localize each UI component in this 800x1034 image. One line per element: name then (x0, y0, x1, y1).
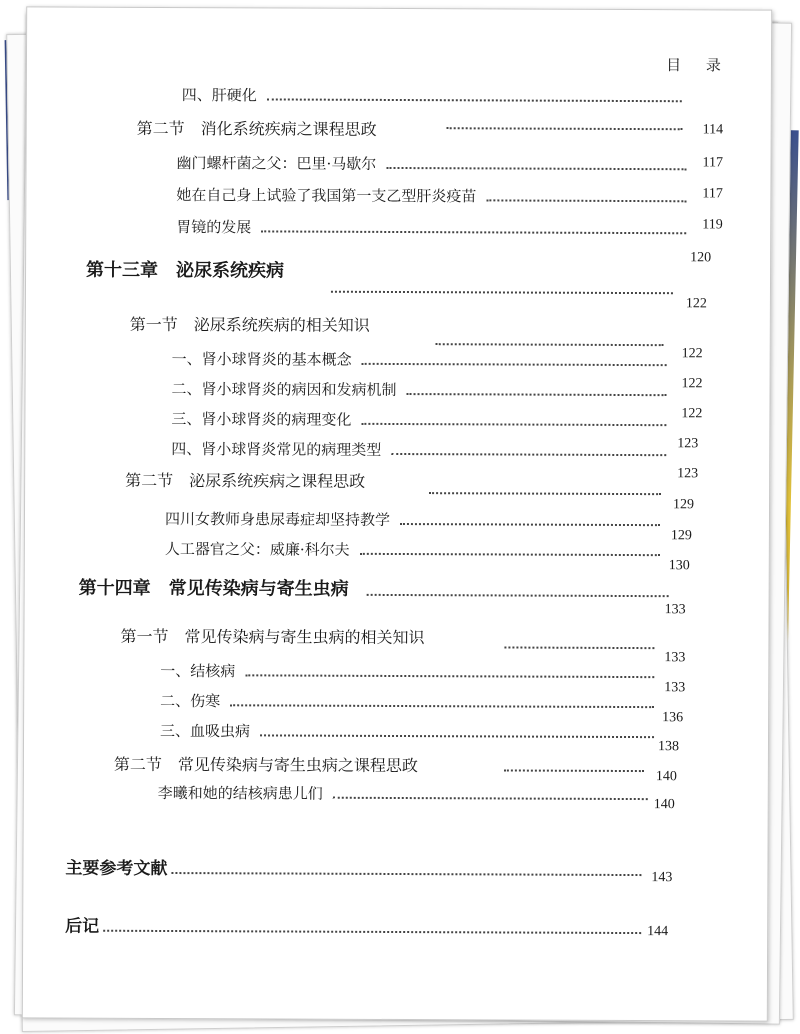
toc-entry-title: 第二节 泌尿系统疾病之课程思政 (125, 470, 366, 491)
toc-entry-title: 一、结核病 (160, 661, 236, 681)
toc-entry[interactable] (165, 508, 660, 531)
toc-entry-page: 140 (653, 797, 675, 813)
toc-entry-back-matter[interactable] (65, 912, 641, 940)
toc-entry-chapter[interactable] (86, 256, 676, 285)
leader-dots (267, 98, 682, 102)
toc-entry[interactable] (176, 152, 686, 175)
toc-entry[interactable] (171, 408, 666, 431)
toc-entry-page: 122 (681, 406, 703, 422)
running-header: 目 录 (666, 56, 731, 75)
toc-entry-page: 140 (655, 769, 677, 785)
toc-entry-title: 第一节 常见传染病与寄生虫病的相关知识 (120, 626, 425, 648)
toc-entry[interactable] (165, 538, 660, 561)
leader-dots (436, 343, 664, 346)
toc-entry[interactable] (172, 348, 667, 371)
toc-entry-title: 四川女教师身患尿毒症却坚持教学 (164, 509, 391, 529)
toc-entry-page: 119 (702, 217, 723, 233)
toc-entry-title: 胃镜的发展 (176, 218, 252, 237)
toc-entry-title: 二、伤寒 (160, 691, 221, 711)
toc-entry-title: 四、肝硬化 (181, 86, 257, 105)
leader-dots (261, 230, 686, 234)
toc-entry-title: 第十三章 泌尿系统疾病 (86, 259, 285, 282)
toc-entry-title: 二、肾小球肾炎的病因和发病机制 (171, 380, 397, 399)
toc-entry-page: 143 (651, 870, 673, 886)
toc-entry[interactable] (160, 660, 654, 683)
toc-entry-page: 133 (664, 602, 686, 618)
leader-dots (171, 872, 641, 876)
toc-entry-page: 123 (677, 436, 699, 452)
toc-entry-page: 114 (702, 122, 724, 138)
toc-entry-title: 第十四章 常见传染病与寄生虫病 (78, 577, 349, 600)
toc-entry-page: 138 (657, 739, 680, 755)
toc-entry-title: 后记 (65, 916, 100, 937)
toc-entry-back-matter[interactable] (65, 854, 641, 882)
toc-entry-title: 人工器官之父：威廉·科尔夫 (164, 539, 350, 559)
toc-entry-title: 三、血吸虫病 (160, 721, 251, 741)
toc-entry-title: 李曦和她的结核病患儿们 (157, 783, 323, 803)
toc-entry-page: 133 (664, 650, 686, 666)
leader-dots (367, 594, 669, 597)
toc-entry-title: 主要参考文献 (65, 858, 168, 880)
toc-entry-page: 122 (681, 376, 703, 392)
leader-dots (333, 797, 648, 800)
leader-dots (103, 930, 641, 934)
toc-entry[interactable] (176, 184, 686, 207)
leader-dots (407, 393, 667, 396)
leader-dots (400, 523, 660, 526)
toc-entry-section[interactable] (120, 624, 658, 649)
toc-entry-title: 幽门螺杆菌之父：巴里·马歇尔 (176, 154, 377, 173)
leader-dots (504, 646, 654, 649)
toc-entry[interactable] (158, 782, 648, 805)
toc-entry-page: 130 (668, 558, 690, 574)
toc-entry-page: 129 (673, 497, 695, 513)
toc-entry-page: 122 (685, 296, 707, 312)
toc-entry-page: 129 (670, 528, 692, 544)
toc-entry-title: 四、肾小球肾炎常见的病理类型 (171, 440, 382, 459)
toc-entry-section[interactable] (114, 752, 654, 777)
toc-entry-title: 一、肾小球肾炎的基本概念 (171, 350, 352, 369)
toc-entry[interactable] (176, 216, 686, 239)
leader-dots (230, 704, 654, 708)
toc-entry-page: 136 (662, 710, 684, 726)
leader-dots (245, 674, 654, 678)
leader-dots (260, 734, 654, 738)
leader-dots (386, 167, 686, 170)
toc-entry-section[interactable] (125, 468, 665, 493)
toc-entry-title: 第二节 消化系统疾病之课程思政 (136, 118, 377, 139)
leader-dots (361, 423, 666, 426)
toc-entry[interactable] (182, 84, 682, 107)
toc-entry[interactable] (171, 378, 666, 401)
toc-entry[interactable] (160, 720, 654, 743)
leader-dots (391, 453, 666, 456)
leader-dots (360, 553, 660, 556)
toc-entry-page: 117 (702, 155, 724, 171)
toc-entry-page: 117 (702, 186, 723, 202)
toc-entry-title: 她在自己身上试验了我国第一支乙型肝炎疫苗 (176, 186, 477, 206)
leader-dots (362, 363, 667, 366)
leader-dots (429, 492, 661, 495)
leader-dots (486, 199, 686, 202)
toc-entry-page: 120 (690, 250, 712, 266)
toc-entry-page: 133 (664, 680, 686, 696)
toc-entry[interactable] (171, 438, 666, 461)
toc-entry-title: 三、肾小球肾炎的病理变化 (171, 410, 352, 429)
toc-entry-title: 第二节 常见传染病与寄生虫病之课程思政 (113, 754, 418, 776)
toc-entry-section[interactable] (130, 312, 670, 337)
toc-page (22, 6, 772, 1021)
toc-entry-page: 122 (681, 346, 703, 362)
toc-entry-page: 144 (647, 924, 669, 940)
toc-entry-title: 第一节 泌尿系统疾病的相关知识 (129, 314, 370, 335)
leader-dots (331, 291, 673, 294)
toc-entry-chapter[interactable] (79, 574, 669, 603)
toc-entry-page: 123 (677, 466, 699, 482)
toc-entry[interactable] (160, 690, 654, 713)
